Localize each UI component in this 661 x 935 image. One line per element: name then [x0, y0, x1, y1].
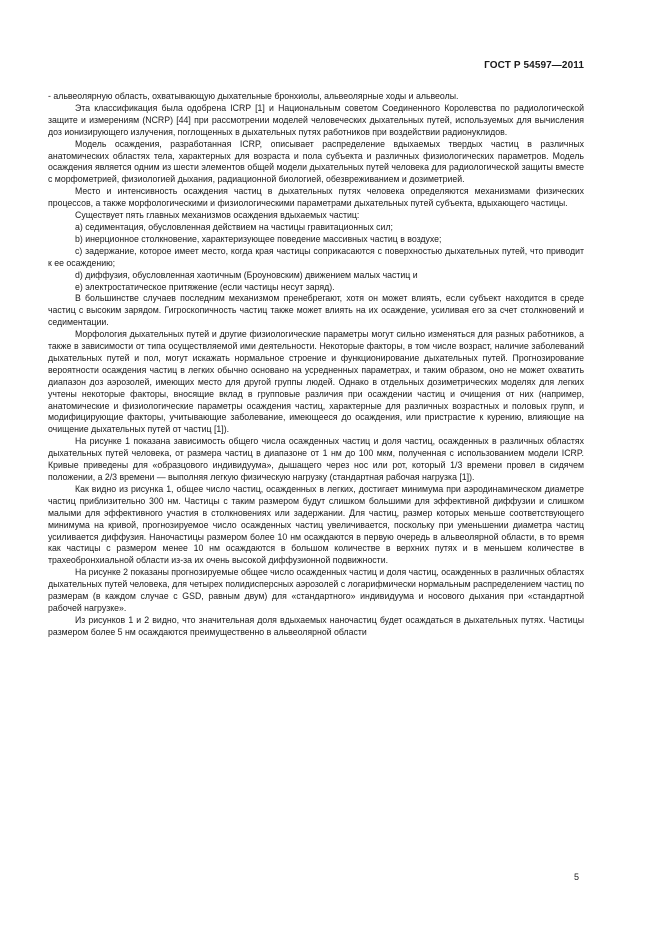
paragraph-classification: Эта классификация была одобрена ICRP [1] и Национальным советом Соединенного Королевства по радиологической защите и измерениям (NCRP) [44] при рассмотрении моделей человеческих дыхательных путей, используемых для вычисления доз ионизирующего излучения, поглощенных в дыхательных путях работников при воздействии радионуклидов.	[48, 102, 584, 137]
paragraph-figure-2: На рисунке 2 показаны прогнозируемые общее число осажденных частиц и доля частиц, осажденных в различных областях дыхательных путей человека, для четырех полидисперсных аэрозолей с логарифмически нормальным распределением частиц по размерам (в каждом случае с GSD, равным двум) для «стандартного» индивидуума и носового дыхания при «стандартной рабочей нагрузке».	[48, 567, 584, 613]
list-item-impaction: b) инерционное столкновение, характеризующее поведение массивных частиц в воздухе;	[75, 233, 442, 244]
paragraph-mechanisms-intro: Существует пять главных механизмов осаждения вдыхаемых частиц:	[75, 210, 360, 221]
paragraph-figure-1-analysis: Как видно из рисунка 1, общее число частиц, осажденных в легких, достигает минимума при аэродинамическом диаметре частиц приблизительно 300 нм. Частицы с таким размером будут слишком большими для эффективной диффузии и слишком малыми для эффективного участия в столкновениях или задержании. Для частиц, размер которых меньше соответствующего минимума на кривой, прогнозируемое число осажденных частиц увеличивается, поскольку при уменьшении диаметра частиц усиливается диффузия. Наночастицы размером более 10 нм осаждаются в первую очередь в альвеолярной области, в то время как частицы с размером менее 10 нм осаждаются в большом количестве в верхних путях и в меньшем количестве в трахеобронхиальной области из-за их очень высокой диффузионной подвижности.	[48, 483, 584, 566]
paragraph-deposition-model: Модель осаждения, разработанная ICRP, описывает распределение вдыхаемых твердых частиц в различных анатомических областях тела, характерных для возраста и пола субъекта и различных физиологических параметров. Модель осаждения является одним из шести элементов общей модели дыхательных путей человека для радиологической защиты вместе с морфометрией, физиологией дыхания, радиационной биологией, обезвреживанием и дозиметрией.	[48, 138, 584, 185]
body-text	[48, 91, 584, 639]
page-number: 5	[573, 872, 579, 882]
list-item-sedimentation: а) седиментация, обусловленная действием на частицы гравитационных сил;	[75, 221, 393, 232]
standard-designation: ГОСТ Р 54597—2011	[484, 60, 584, 71]
paragraph-conclusion: Из рисунков 1 и 2 видно, что значительная доля вдыхаемых наночастиц будет осаждаться в дыхательных путях. Частицы размером более 5 нм осаждаются преимущественно в альвеолярной области	[48, 614, 584, 637]
paragraph-figure-1: На рисунке 1 показана зависимость общего числа осажденных частиц и доля частиц, осажденных в различных областях дыхательных путей человека, от размера частиц в диапазоне от 1 нм до 100 мкм, полученная с использованием модели ICRP. Кривые приведены для «образцового индивидуума», дышащего через нос или рот, который 1/3 времени провел в сидячем положении, а 2/3 времени — выполняя легкую физическую нагрузку (стандартная рабочая нагрузка [1]).	[48, 436, 584, 482]
list-item-diffusion: d) диффузия, обусловленная хаотичным (Броуновским) движением малых частиц и	[75, 269, 418, 280]
paragraph-deposition-site: Место и интенсивность осаждения частиц в дыхательных путях человека определяются механизмами физических процессов, а также морфологическими и физиологическими параметрами дыхательных путей субъекта, вдыхающего частицы.	[48, 186, 584, 209]
paragraph-list-continuation: - альвеолярную область, охватывающую дыхательные бронхиолы, альвеолярные ходы и альвеолы.	[48, 91, 459, 101]
list-item-electrostatic: е) электростатическое притяжение (если частицы несут заряд).	[75, 281, 335, 292]
paragraph-morphology: Морфология дыхательных путей и другие физиологические параметры могут сильно изменяться для разных работников, а также в зависимости от типа осуществляемой ими деятельности. Некоторые факторы, в том числе возраст, наличие заболеваний дыхательных путей и пол, могут искажать нормальное строение и функционирование дыхательных путей. Прогнозирование вероятности осаждения частиц в легких обычно основано на усредненных параметрах, и таким образом, оно не может охватить диапазон доз аэрозолей, имеющих место для другой группы людей. Однако в отдельных дозиметрических моделях для легких учтены некоторые факторы, вносящие вклад в групповые различия при осаждении частиц и очищения от них (например, анатомические и физиологические параметры осаждения частиц, характерные для различных возрастных и половых групп, и модифицирующие факторы, учитывающие заболевание, имеющееся до осаждения, или пристрастие к курению, влияющие на очищение дыхательных путей от частиц [1]).	[48, 329, 584, 435]
paragraph-hygroscopicity: В большинстве случаев последним механизмом пренебрегают, хотя он может влиять, если субъект находится в среде частиц с высоким зарядом. Гигроскопичность частиц также может влиять на их осаждение, усиливая его за счет столкновений и седиментации.	[48, 293, 584, 328]
list-item-interception: c) задержание, которое имеет место, когда края частицы соприкасаются с поверхностью дыхательных путей, что приводит к ее осаждению;	[48, 245, 584, 268]
